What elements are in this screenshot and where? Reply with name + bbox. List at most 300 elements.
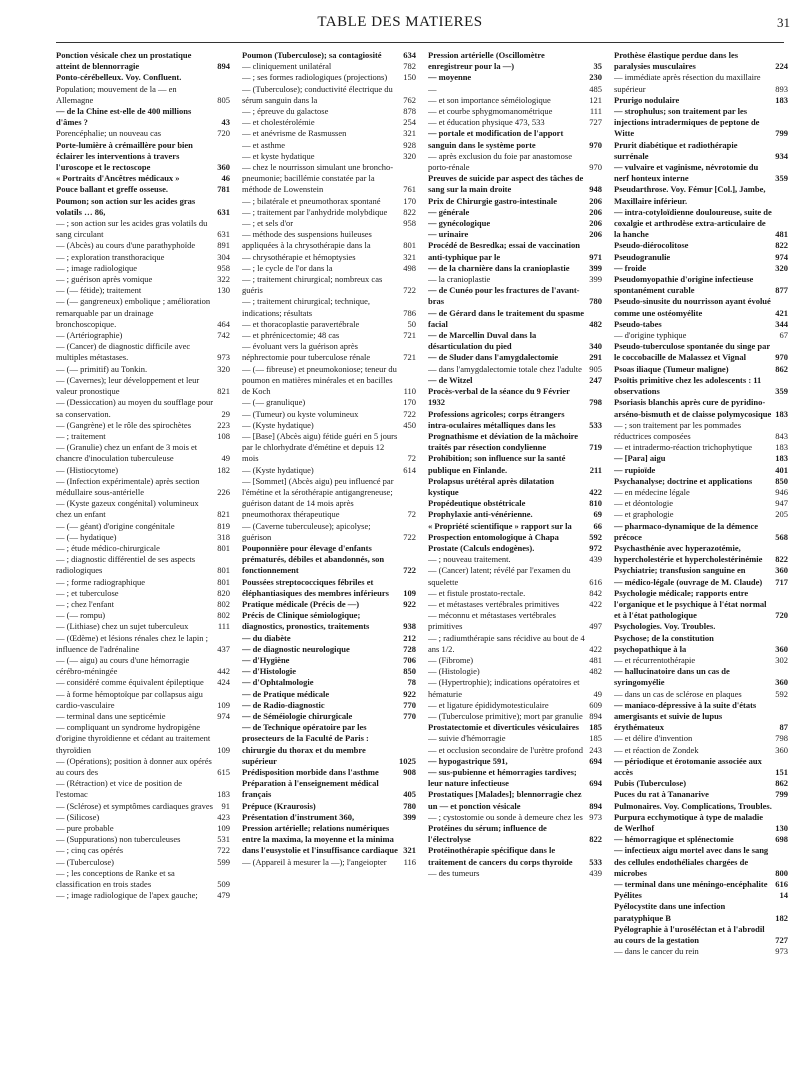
index-entry-page: 321	[403, 845, 416, 856]
index-entry-page: 185	[589, 722, 602, 733]
index-entry-page: 29	[221, 408, 230, 419]
index-entry-text: Purpura ecchymotique à type de maladie de Werlhof	[614, 811, 763, 834]
index-entry	[428, 868, 602, 879]
index-entry	[56, 677, 230, 688]
index-entry	[56, 465, 230, 476]
index-entry	[242, 229, 416, 251]
index-entry	[56, 532, 230, 543]
index-entry	[56, 196, 230, 218]
index-entry-page: 206	[589, 206, 602, 217]
index-entry-page: 531	[217, 834, 230, 845]
index-entry-page: 822	[403, 206, 416, 217]
index-entry-page: 722	[217, 845, 230, 856]
index-entry-page: 485	[589, 83, 602, 94]
index-entry-text: — (Hypertrophie); indications opératoires et hématurie	[428, 677, 580, 699]
index-entry-page: 781	[217, 184, 230, 195]
index-entry-text: — de Radio-diagnostic	[242, 699, 325, 710]
index-entry	[614, 543, 788, 565]
index-entry	[56, 812, 230, 823]
index-entry	[614, 655, 788, 666]
index-entry-page: 820	[217, 587, 230, 598]
index-entry	[242, 72, 416, 83]
index-entry-page: 801	[217, 576, 230, 587]
index-entry-page: 422	[589, 643, 602, 654]
index-entry-page: 616	[775, 879, 788, 890]
index-entry-page: 320	[217, 363, 230, 374]
index-entry-text: — (Histiocytome)	[56, 464, 119, 475]
index-entry-text: — ; le cycle de l'or dans la	[242, 262, 333, 273]
index-entry-page: 360	[217, 162, 230, 173]
index-entry	[242, 599, 416, 610]
index-entry	[428, 677, 602, 699]
index-entry-text: Protéinothérapie spécifique dans le traitement de cancers du corps thyroïde	[428, 845, 573, 867]
index-entry-text: — ; son traitement par les pommades réductrices composées	[614, 419, 741, 441]
index-entry-page: 109	[217, 823, 230, 834]
index-entry	[614, 274, 788, 296]
index-entry-text: — de Cunéo pour les fractures de l'avant-bras	[428, 285, 580, 307]
index-entry	[56, 756, 230, 778]
index-entry-page: 799	[775, 128, 788, 139]
index-entry-text: — ; exploration transthoracique	[56, 251, 165, 262]
index-entry-text: — de Sluder dans l'amygdalectomie	[428, 352, 559, 363]
index-entry-text: — ; chez l'enfant	[56, 598, 114, 609]
index-entry-text: — et réaction de Zondek	[614, 744, 699, 755]
index-entry-text: — (Tuberculose); conductivité électrique du sérum sanguin dans la	[242, 83, 393, 105]
index-entry	[242, 117, 416, 128]
index-entry	[614, 778, 788, 789]
index-entry	[428, 655, 602, 666]
index-entry	[428, 767, 602, 789]
index-entry	[428, 375, 602, 386]
index-entry-text: — de Technique opératoire par les prosecteurs de la Faculté de Paris : chirurgie du thorax et du membre supérieur	[242, 722, 369, 766]
index-entry-text: — suivie d'hémorragie	[428, 733, 506, 744]
index-entry	[428, 588, 602, 599]
index-entry-page: 798	[775, 733, 788, 744]
index-entry-page: 150	[403, 72, 416, 83]
index-entry	[56, 554, 230, 576]
index-entry	[56, 442, 230, 464]
index-entry-page: 401	[775, 464, 788, 475]
index-entry	[614, 50, 788, 72]
index-entry-page: 498	[403, 262, 416, 273]
index-entry-page: 727	[589, 117, 602, 128]
index-entry-text: Pseudogranulie	[614, 251, 671, 262]
index-entry-text: — cliniquement unilatéral	[242, 61, 332, 72]
index-entry-page: 481	[589, 654, 602, 665]
index-entry-text: — (Tuberculose)	[56, 856, 114, 867]
index-entry	[614, 162, 788, 184]
index-entry	[614, 487, 788, 498]
index-entry-text: Précis de Clinique sémiologique; diagnostics, pronostics, traitements	[242, 610, 370, 632]
index-entry-page: 850	[775, 475, 788, 486]
index-entry-text: Pseudo-tabes	[614, 318, 662, 329]
index-entry	[428, 196, 602, 207]
index-entry-text: Pression artérielle; relations numériques entre la maxima, la moyenne et la minima dans l'eusystolie et l'insuffisance cardiaque	[242, 823, 398, 856]
index-entry	[56, 296, 230, 330]
index-entry	[242, 633, 416, 644]
index-entry-text: Porte-lumière à crémaillère pour bien éclairer les interventions à travers l'uroscope et le rectoscope	[56, 139, 193, 173]
index-entry	[428, 117, 602, 128]
index-entry-text: — (— hydatique)	[56, 531, 117, 542]
index-entry-text: Psychanalyse; doctrine et applications	[614, 475, 753, 486]
index-entry-page: 908	[403, 767, 416, 777]
index-entry-text: — et ligature épididymotesticulaire	[428, 699, 549, 710]
index-entry-text: — ; cinq cas opérés	[56, 845, 124, 856]
index-entry	[614, 689, 788, 700]
index-entry-page: 717	[775, 576, 788, 587]
index-entry-page: 211	[589, 464, 602, 475]
index-entry-page: 182	[217, 464, 230, 475]
index-entry-text: — et fistule prostato-rectale.	[428, 587, 526, 598]
index-entry	[428, 229, 602, 240]
index-entry-text: Pyélites	[614, 890, 642, 901]
index-entry	[56, 72, 230, 83]
index-entry	[428, 285, 602, 307]
index-entry	[56, 240, 230, 251]
index-entry-page: 958	[403, 218, 416, 229]
index-entry-page: 592	[589, 531, 602, 542]
index-entry-page: 742	[217, 330, 230, 341]
index-entry-page: 970	[775, 352, 788, 363]
index-entry-text: Ponction vésicale chez un prostatique atteint de blennorragie	[56, 50, 192, 72]
index-entry	[56, 285, 230, 296]
index-entry-page: 592	[775, 688, 788, 699]
index-entry-text: — hémorragique et splénectomie	[614, 834, 734, 845]
index-entry-page: 802	[217, 610, 230, 621]
index-entry-page: 850	[403, 666, 416, 677]
index-entry-page: 360	[775, 677, 788, 688]
index-entry-page: 304	[217, 251, 230, 262]
index-entry	[614, 521, 788, 543]
index-entry-page: 183	[217, 789, 230, 800]
index-entry	[56, 140, 230, 174]
index-entry-text: Pulmonaires. Voy. Complications, Troubles.	[614, 800, 772, 811]
index-entry-page: 182	[775, 912, 788, 923]
index-entry	[428, 72, 602, 83]
index-entry-text: — et phrénicectomie; 48 cas	[242, 330, 340, 341]
index-entry-text: — ; épreuve du galactose	[242, 106, 329, 117]
index-entry-page: 183	[775, 94, 788, 105]
index-entry-text: Préparation à l'enseignement médical français	[242, 778, 379, 800]
index-entry-page: 442	[217, 666, 230, 677]
index-entry-page: 801	[403, 240, 416, 251]
index-entry	[242, 397, 416, 408]
index-entry-page: 810	[589, 498, 602, 509]
index-entry	[242, 296, 416, 318]
index-entry-page: 891	[217, 240, 230, 251]
index-entry-text: « Portraits d'Ancêtres médicaux »	[56, 173, 180, 184]
index-entry-text: — et récurrentothérapie	[614, 654, 696, 665]
index-entry	[242, 801, 416, 812]
index-entry-text: — rupioïde	[614, 464, 656, 475]
index-entry-text: — et délire d'invention	[614, 733, 693, 744]
index-entry-text: Psoas iliaque (Tumeur maligne)	[614, 363, 729, 374]
index-entry-page: 183	[775, 453, 788, 464]
index-entry-text: Psychose; de la constitution psychopathique à la	[614, 632, 714, 654]
index-entry	[242, 644, 416, 655]
index-entry-page: 121	[589, 94, 602, 105]
index-entry-text: Prostate (Calculs endogènes).	[428, 542, 535, 553]
index-entry-page: 799	[775, 789, 788, 800]
index-entry-text: — (Kyste hydatique)	[242, 419, 314, 430]
index-entry	[242, 50, 416, 61]
index-entry	[614, 756, 788, 778]
index-entry-text: Procès-verbal de la séance du 9 Février 1932	[428, 386, 570, 408]
index-entry	[614, 95, 788, 106]
index-entry-page: 599	[217, 856, 230, 867]
index-entry	[428, 308, 602, 330]
index-entry-text: — chez le nourrisson simulant une broncho-pneumonie; bacillémie constatée par la méthode de Lowenstein	[242, 162, 394, 195]
index-entry-text: — pure probable	[56, 823, 114, 834]
index-entry-page: 631	[217, 229, 230, 240]
index-entry	[428, 521, 602, 532]
index-entry-page: 226	[217, 486, 230, 497]
index-entry-text: — dans l'amygdalectomie totale chez l'adulte	[428, 363, 582, 374]
index-entry-text: — gynécologique	[428, 218, 491, 229]
index-entry-page: 821	[217, 509, 230, 520]
index-entry-page: 843	[775, 430, 788, 441]
index-entry-text: Puces du rat à Tananarive	[614, 789, 709, 800]
index-entry-text: — (Abcès) au cours d'une parathyphoïde	[56, 240, 196, 251]
index-entry-text: — après exclusion du foie par anastomose porto-rénale	[428, 150, 572, 173]
index-entry-page: 720	[217, 128, 230, 139]
index-entry-text: — hypogastrique 591,	[428, 755, 508, 766]
index-entry	[428, 722, 602, 733]
index-entry-page: 359	[775, 173, 788, 184]
index-entry-page: 721	[403, 352, 416, 363]
index-entry	[614, 476, 788, 487]
index-entry-text: Prurigo nodulaire	[614, 94, 680, 105]
index-entry-page: 722	[403, 285, 416, 296]
index-entry	[56, 577, 230, 588]
index-entry-text: — sus-pubienne et hémorragies tardives; leur nature infectieuse	[428, 767, 577, 789]
index-entry	[614, 834, 788, 845]
index-entry	[56, 84, 230, 106]
index-entry-text: — en médecine légale	[614, 486, 690, 497]
index-entry	[56, 845, 230, 856]
index-entry-page: 877	[775, 285, 788, 296]
index-entry-page: 947	[775, 498, 788, 509]
index-entry-page: 66	[593, 520, 602, 531]
index-entry-page: 212	[403, 632, 416, 643]
index-entry	[428, 274, 602, 285]
index-entry	[242, 128, 416, 139]
index-entry-page: 320	[403, 150, 416, 161]
index-entry-page: 109	[217, 744, 230, 755]
index-entry	[614, 812, 788, 834]
index-entry-text: — ; cystostomie ou sonde à demeure chez les	[428, 811, 583, 822]
index-entry-text: — (— aigu) au cours d'une hémorragie cérébro-méningée	[56, 654, 190, 677]
index-entry-page: 421	[775, 307, 788, 318]
index-entry-text: — (Artériographie)	[56, 330, 123, 341]
index-entry	[614, 296, 788, 318]
index-entry-text: — immédiate après résection du maxillaire supérieur	[614, 72, 761, 94]
index-entry	[614, 700, 788, 734]
index-entry-page: 206	[589, 195, 602, 206]
index-entry-page: 224	[775, 61, 788, 72]
index-entry-page: 43	[221, 117, 230, 128]
index-entry-page: 780	[403, 800, 416, 811]
index-entry-page: 800	[775, 867, 788, 878]
index-entry	[242, 610, 416, 632]
index-entry	[56, 173, 230, 184]
index-entry-text: Prédisposition morbide dans l'asthme	[242, 767, 379, 777]
index-entry	[614, 375, 788, 397]
index-entry	[56, 823, 230, 834]
index-entry-text: — d'Ophtalmologie	[242, 677, 314, 688]
index-entry-page: 762	[403, 94, 416, 105]
index-entry-text: — et thoracoplastie paravertébrale	[242, 318, 360, 329]
index-entry-page: 970	[589, 139, 602, 150]
index-entry	[428, 509, 602, 520]
index-entry-page: 67	[779, 330, 788, 341]
index-entry-page: 801	[217, 542, 230, 553]
index-entry	[56, 834, 230, 845]
index-entry-page: 322	[217, 274, 230, 285]
index-entry-page: 340	[589, 341, 602, 352]
index-entry-text: — de Marcellin Duval dans la désarticulation du pied	[428, 330, 537, 352]
index-entry	[56, 184, 230, 195]
index-entry-text: — et éducation physique 473, 533	[428, 117, 545, 128]
index-entry-text: — (Opérations); position à donner aux opérés au cours des	[56, 755, 212, 777]
index-entry-text: Psychasthénie avec hyperazotémie, hypercholestérie et hypercholestérinémie	[614, 542, 763, 565]
index-entry-text: — évoluant vers la guérison après néphrectomie pour tuberculose rénale	[242, 341, 371, 363]
index-entry	[428, 207, 602, 218]
index-entry-text: — (Rétraction) et vice de position de l'estomac	[56, 778, 183, 800]
index-entry-text: Pseudo-tuberculose spontanée du singe par le coccobacille de Malassez et Vignal	[614, 341, 771, 363]
index-entry	[614, 879, 788, 890]
index-entry-text: Propédeutique obstétricale	[428, 498, 526, 509]
index-entry-text: — portale et modification de l'apport sanguin dans le système porte	[428, 128, 564, 150]
index-entry-page: 69	[593, 509, 602, 520]
index-entry	[428, 554, 602, 565]
index-entry-page: 770	[403, 710, 416, 721]
index-entry-text: Psychiatrie; transfusion sanguine en	[614, 565, 746, 576]
index-entry	[56, 599, 230, 610]
index-entry	[242, 577, 416, 599]
index-entry-text: Poussées streptococciques fébriles et éléphantiasiques des membres inférieurs	[242, 576, 389, 598]
index-entry-page: 822	[589, 834, 602, 845]
index-entry	[242, 465, 416, 476]
index-entry	[56, 263, 230, 274]
index-entry-text: — ; guérison après vomique	[56, 274, 153, 285]
index-entry-text: — [Base] (Abcès aigu) fétide guéri en 5 jours par le chlorhydrate d'émétine et depuis 12 mois	[242, 430, 398, 464]
index-entry-text: Preuves de suicide par aspect des tâches de sang sur la main droite	[428, 173, 584, 195]
index-entry	[56, 633, 230, 655]
index-entry-page: 399	[589, 262, 602, 273]
index-entry-page: 72	[407, 509, 416, 520]
index-entry-page: 254	[403, 117, 416, 128]
index-entry-text: — ; image radiologique de l'apex gauche;	[56, 890, 198, 901]
index-entry-page: 533	[589, 419, 602, 430]
index-entry	[242, 409, 416, 420]
index-entry-text: — ; bilatérale et pneumothorax spontané	[242, 195, 381, 206]
index-entry-page: 533	[589, 856, 602, 867]
index-entry-page: 973	[589, 811, 602, 822]
index-entry-text: — de Séméiologie chirurgicale	[242, 710, 353, 721]
index-entry-text: — méconnu et métastases vertébrales primitives	[428, 610, 556, 632]
index-entry	[56, 364, 230, 375]
index-entry-page: 938	[403, 621, 416, 632]
index-entry	[428, 263, 602, 274]
index-entry-text: — et cholestérolémie	[242, 117, 315, 128]
index-entry-text: — et déontologie	[614, 498, 674, 509]
index-entry-page: 399	[403, 811, 416, 822]
index-entry	[428, 498, 602, 509]
index-entry-text: — moyenne	[428, 72, 472, 83]
index-entry	[614, 330, 788, 341]
index-entry-text: — maniaco-dépressive à la suite d'états amergisants et suivie de lupus érythémateux	[614, 699, 757, 733]
index-entry-page: 974	[775, 251, 788, 262]
index-entry	[428, 173, 602, 195]
index-entry-page: 49	[593, 688, 602, 699]
index-entry-text: — et courbe sphygmomanométrique	[428, 106, 553, 117]
index-entry-text: Pseudo-sinusite du nourrisson ayant évolué comme une ostéomyélite	[614, 296, 771, 318]
index-entry-text: — (— rompu)	[56, 610, 106, 621]
index-entry-text: Prohibition; son influence sur la santé publique en Finlande.	[428, 453, 566, 475]
index-entry-page: 109	[217, 699, 230, 710]
index-entry	[56, 252, 230, 263]
index-entry-page: 87	[779, 722, 788, 733]
index-entry-text: Prolapsus urétéral après dilatation kystique	[428, 475, 555, 497]
index-entry	[56, 543, 230, 554]
index-entry-page: 878	[403, 106, 416, 117]
index-entry-page: 798	[589, 397, 602, 408]
index-entry-text: — intra-cotyloïdienne douloureuse, suite de coxalgie et arthrodèse extra-articulaire de la hanche	[614, 206, 772, 240]
index-entry-text: Prognathisme et déviation de la mâchoire traités par résection condylienne	[428, 430, 579, 453]
index-entry-page: 894	[589, 710, 602, 721]
index-column-1	[56, 50, 230, 1074]
index-entry-page: 722	[403, 565, 416, 576]
index-entry-text: — (Kyste hydatique)	[242, 464, 314, 475]
index-entry-page: 698	[775, 834, 788, 845]
index-entry-page: 399	[589, 274, 602, 285]
index-entry-text: — dans le cancer du rein	[614, 946, 699, 957]
index-entry-text: — (Sclérose) et symptômes cardiaques graves	[56, 800, 213, 811]
index-entry-text: — [Para] aigu	[614, 453, 666, 464]
index-entry-page: 905	[589, 363, 602, 374]
index-entry-page: 151	[775, 767, 788, 777]
index-entry	[614, 319, 788, 330]
index-entry-text: — urinaire	[428, 229, 469, 240]
index-entry	[242, 162, 416, 196]
index-entry-text: — chrysothérapie et hémoptysies	[242, 251, 356, 262]
index-entry-text: — (— géant) d'origine congénitale	[56, 520, 175, 531]
index-entry-page: 805	[217, 94, 230, 105]
index-entry-page: 479	[217, 890, 230, 901]
index-entry-page: 183	[775, 442, 788, 453]
index-entry	[614, 733, 788, 744]
index-entry	[242, 420, 416, 431]
index-entry	[242, 689, 416, 700]
index-entry	[428, 240, 602, 262]
index-entry-text: — de Gérard dans le traitement du spasme facial	[428, 307, 585, 329]
index-entry-page: 344	[775, 318, 788, 329]
index-entry-text: — (— granulique)	[242, 397, 306, 408]
page-number: 31	[777, 15, 790, 30]
index-entry-page: 49	[221, 453, 230, 464]
index-entry-page: 183	[775, 408, 788, 419]
index-entry-text: Poumon; son action sur les acides gras volatils … 86,	[56, 195, 196, 217]
index-entry	[242, 677, 416, 688]
index-entry-page: 694	[589, 755, 602, 766]
index-entry-page: 761	[403, 184, 416, 195]
index-entry-page: 360	[775, 565, 788, 576]
index-entry-text: — (Kyste gazeux congénital) volumineux chez un enfant	[56, 498, 199, 520]
index-entry-page: 958	[217, 262, 230, 273]
index-entry	[428, 218, 602, 229]
index-entry	[56, 610, 230, 621]
